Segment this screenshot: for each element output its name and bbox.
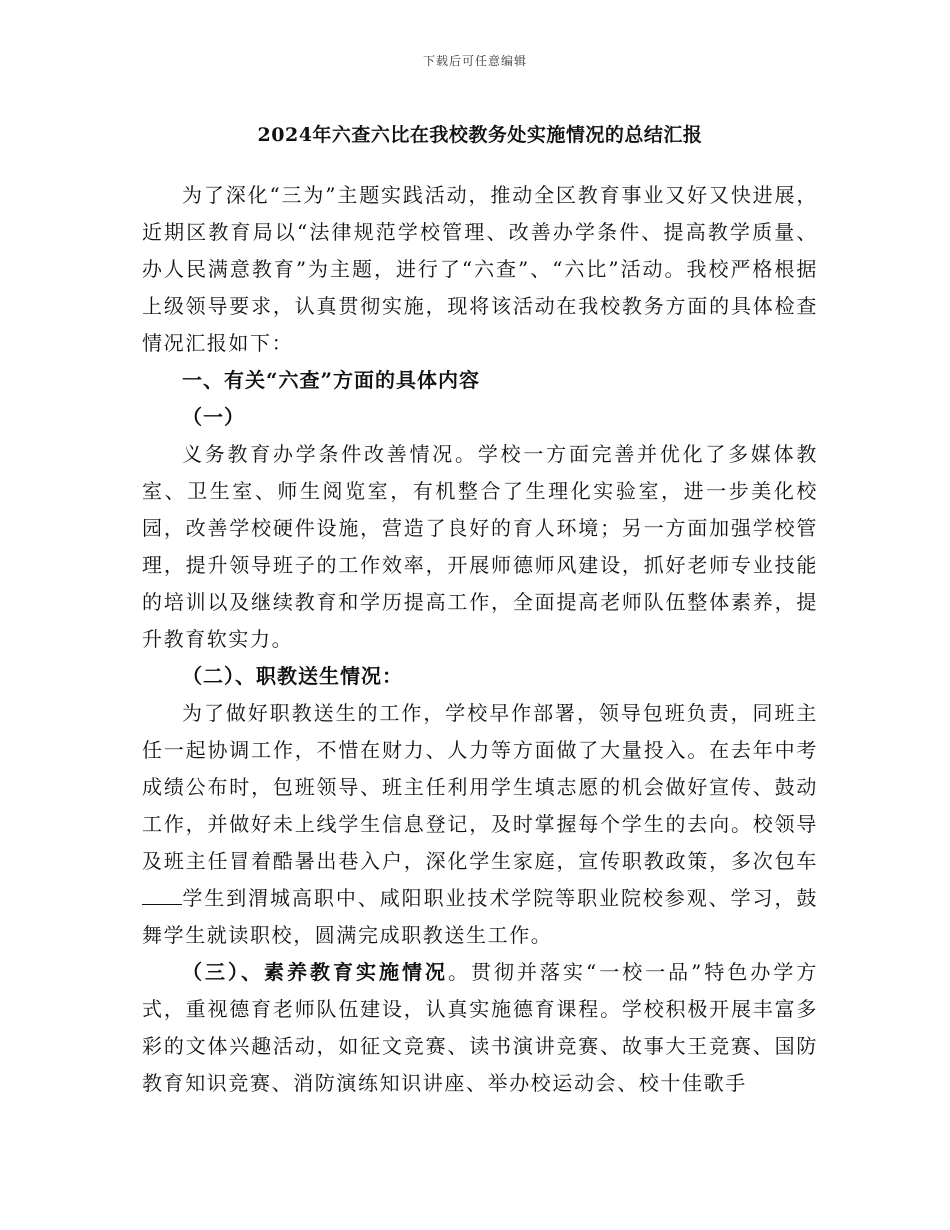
page-header: 下载后可任意编辑 bbox=[422, 54, 527, 68]
subsection-heading-1: （一） bbox=[182, 405, 245, 429]
subsection-3-text: 。贯彻并落实“一校一品”特色办学方式，重视德育老师队伍建设，认真实施德育课程。学校积极开展丰富多彩的文体兴趣活动，如征文竞赛、读书演讲竞赛、故事大王竞赛、国防教育知识竞赛、消防演练知识讲座、举办校运动会、校十佳歌手 bbox=[142, 960, 818, 1095]
subsection-2-paragraph bbox=[142, 695, 818, 954]
subsection-2-text-part2: 学生到渭城高职中、咸阳职业技术学院等职业院校参观、学习，鼓舞学生就读职校，圆满完成职教送生工作。 bbox=[142, 886, 818, 947]
subsection-1-paragraph: 义务教育办学条件改善情况。学校一方面完善并优化了多媒体教室、卫生室、师生阅览室，有机整合了生理化实验室，进一步美化校园，改善学校硬件设施，营造了良好的育人环境；另一方面加强学校管理，提升领导班子的工作效率，开展师德师风建设，抓好老师专业技能的培训以及继续教育和学历提高工作，全面提高老师队伍整体素养，提升教育软实力。 bbox=[142, 442, 818, 651]
document-title: 2024年六查六比在我校教务处实施情况的总结汇报 bbox=[257, 124, 703, 146]
fill-in-blank bbox=[142, 886, 182, 905]
subsection-heading-2: （二）、职教送生情况： bbox=[182, 664, 403, 688]
intro-paragraph: 为了深化“三为”主题实践活动，推动全区教育事业又好又快进展，近期区教育局以“法律规范学校管理、改善办学条件、提高教学质量、办人民满意教育”为主题，进行了“六查”、“六比”活动。我校严格根据上级领导要求，认真贯彻实施，现将该活动在我校教务方面的具体检查情况汇报如下： bbox=[142, 183, 818, 355]
subsection-2-text-part1: 为了做好职教送生的工作，学校早作部署，领导包班负责，同班主任一起协调工作，不惜在财力、人力等方面做了大量投入。在去年中考成绩公布时，包班领导、班主任利用学生填志愿的机会做好宣传、鼓动工作，并做好未上线学生信息登记，及时掌握每个学生的去向。校领导及班主任冒着酷暑出巷入户，深化学生家庭，宣传职教政策，多次包车 bbox=[142, 701, 818, 873]
document-body bbox=[142, 120, 818, 1102]
subsection-heading-3: （三）、素养教育实施情况 bbox=[182, 960, 448, 984]
section-heading-six-checks: 一、有关“六查”方面的具体内容 bbox=[182, 368, 481, 392]
subsection-3-paragraph bbox=[142, 954, 818, 1102]
